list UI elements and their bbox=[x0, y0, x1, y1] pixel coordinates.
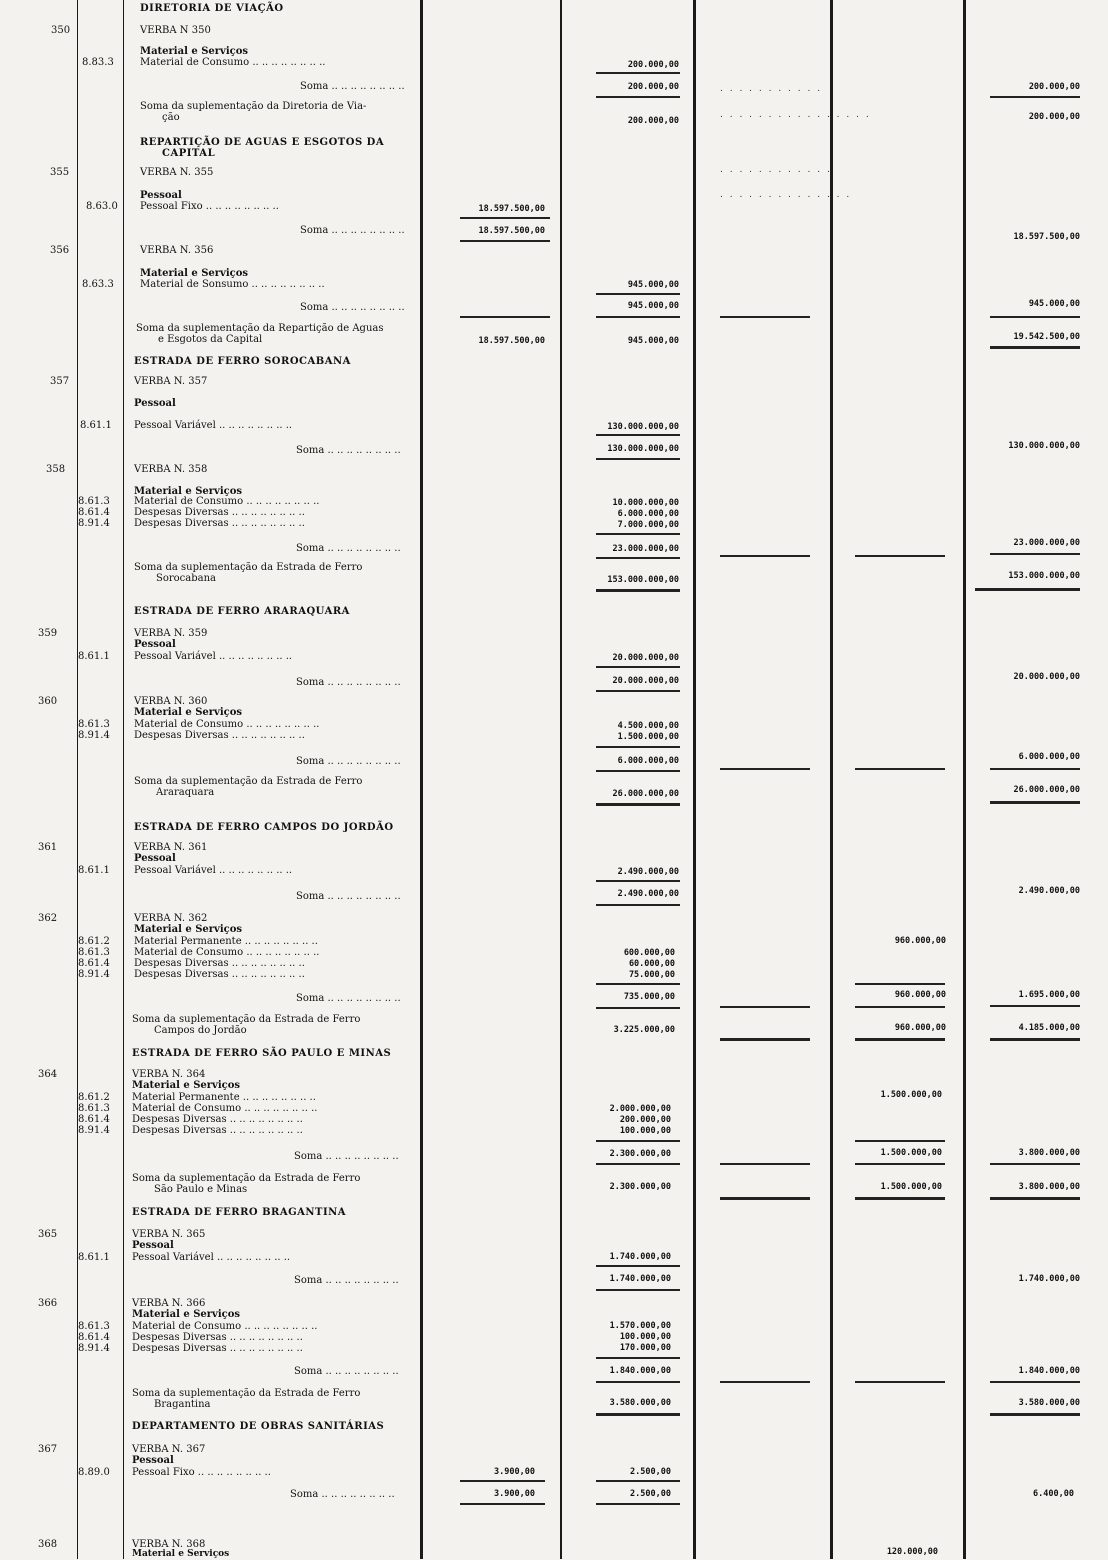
verba-title: VERBA N. 367 bbox=[132, 1444, 206, 1455]
verba-title: VERBA N. 359 bbox=[134, 628, 208, 639]
total-amount: 6.400,00 bbox=[1033, 1489, 1074, 1499]
account-code: 8.61.3 bbox=[78, 719, 110, 730]
group-label: Pessoal bbox=[134, 398, 176, 409]
account-code: 8.61.4 bbox=[78, 1332, 110, 1343]
column-rule bbox=[693, 0, 696, 1559]
sum-rule bbox=[720, 1163, 810, 1165]
suplementacao-label: Soma da suplementação da Estrada de Ferro bbox=[134, 562, 363, 573]
soma-label: Soma .. .. bbox=[300, 302, 405, 313]
section-heading: ESTRADA DE FERRO SÃO PAULO E MINAS bbox=[132, 1048, 392, 1059]
amount: 2.490.000,00 bbox=[617, 889, 679, 899]
line-label: Despesas Diversas .. .. bbox=[132, 1332, 303, 1343]
line-label: Material Permanente .. .. bbox=[132, 1092, 316, 1103]
account-code: 8.61.4 bbox=[78, 1114, 110, 1125]
amount: 130.000.000,00 bbox=[607, 422, 679, 432]
total-amount: 18.597.500,00 bbox=[1013, 232, 1080, 242]
account-code: 8.83.3 bbox=[82, 57, 114, 68]
amount: 170.000,00 bbox=[619, 1343, 671, 1353]
amount: 3.225.000,00 bbox=[613, 1025, 675, 1035]
column-rule bbox=[420, 0, 423, 1559]
verba-number: 364 bbox=[38, 1069, 58, 1080]
column-rule bbox=[123, 0, 124, 1559]
sum-rule bbox=[460, 1503, 545, 1505]
line-label: Material de Sonsumo .. .. bbox=[140, 279, 325, 290]
verba-number: 368 bbox=[38, 1539, 58, 1550]
total-amount: 4.185.000,00 bbox=[1018, 1023, 1080, 1033]
sum-rule bbox=[990, 1005, 1080, 1007]
soma-label: Soma .. .. bbox=[294, 1275, 399, 1286]
line-label: Material Permanente .. .. bbox=[134, 936, 318, 947]
leader-dots: . . . . . . . . . . . . . . . . bbox=[720, 110, 871, 120]
total-amount: 3.580.000,00 bbox=[1018, 1398, 1080, 1408]
amount: 7.000.000,00 bbox=[617, 520, 679, 530]
account-code: 8.63.0 bbox=[86, 201, 118, 212]
verba-title: VERBA N. 362 bbox=[134, 913, 208, 924]
suplementacao-label: Bragantina bbox=[154, 1399, 211, 1410]
suplementacao-label: Soma da suplementação da Estrada de Ferro bbox=[132, 1388, 361, 1399]
amount: 3.900,00 bbox=[494, 1467, 535, 1477]
sum-rule bbox=[855, 1163, 945, 1165]
sum-rule bbox=[720, 1197, 810, 1200]
verba-number: 350 bbox=[51, 25, 71, 36]
section-heading: ESTRADA DE FERRO BRAGANTINA bbox=[132, 1207, 347, 1218]
amount: 3.580.000,00 bbox=[609, 1398, 671, 1408]
group-label: Material e Serviços bbox=[132, 1309, 241, 1320]
line-label: Despesas Diversas .. .. bbox=[132, 1125, 303, 1136]
soma-label: Soma .. .. bbox=[296, 891, 401, 902]
line-label: Material de Consumo .. .. bbox=[134, 947, 319, 958]
amount: 18.597.500,00 bbox=[478, 336, 545, 346]
line-label: Despesas Diversas .. .. bbox=[134, 958, 305, 969]
soma-label: Soma .. .. bbox=[294, 1366, 399, 1377]
total-amount: 945.000,00 bbox=[1028, 299, 1080, 309]
total-amount: 26.000.000,00 bbox=[1013, 785, 1080, 795]
sum-rule bbox=[596, 1289, 680, 1291]
amount: 1.500.000,00 bbox=[880, 1090, 942, 1100]
section-heading: ESTRADA DE FERRO ARARAQUARA bbox=[134, 606, 350, 617]
sum-rule bbox=[596, 1480, 680, 1482]
sum-rule bbox=[855, 1006, 945, 1008]
amount: 100.000,00 bbox=[619, 1332, 671, 1342]
group-label: Pessoal bbox=[132, 1455, 174, 1466]
suplementacao-label: Campos do Jordão bbox=[154, 1025, 247, 1036]
line-label: Pessoal Variável .. .. bbox=[132, 1252, 290, 1263]
amount: 200.000,00 bbox=[627, 60, 679, 70]
line-label: Despesas Diversas .. .. bbox=[134, 730, 305, 741]
total-amount: 200.000,00 bbox=[1028, 82, 1080, 92]
total-amount: 19.542.500,00 bbox=[1013, 332, 1080, 342]
soma-label: Soma .. .. bbox=[300, 81, 405, 92]
line-label: Despesas Diversas .. .. bbox=[132, 1114, 303, 1125]
sum-rule bbox=[990, 316, 1080, 318]
sum-rule bbox=[596, 458, 680, 460]
amount: 945.000,00 bbox=[627, 301, 679, 311]
amount: 20.000.000,00 bbox=[612, 653, 679, 663]
sum-rule bbox=[975, 588, 1080, 591]
verba-title: VERBA N 350 bbox=[140, 25, 211, 36]
soma-label: Soma .. .. bbox=[290, 1489, 395, 1500]
line-label: Despesas Diversas .. .. bbox=[134, 518, 305, 529]
verba-title: VERBA N. 357 bbox=[134, 376, 208, 387]
sum-rule bbox=[596, 666, 680, 668]
account-code: 8.61.2 bbox=[78, 1092, 110, 1103]
sum-rule bbox=[596, 904, 680, 906]
line-label: Pessoal Fixo .. .. bbox=[140, 201, 279, 212]
line-label: Material de Consumo .. .. bbox=[134, 496, 319, 507]
verba-number: 365 bbox=[38, 1229, 58, 1240]
amount: 4.500.000,00 bbox=[617, 721, 679, 731]
amount: 60.000,00 bbox=[628, 959, 675, 969]
amount: 960.000,00 bbox=[894, 990, 946, 1000]
sum-rule bbox=[596, 880, 680, 882]
amount: 2.490.000,00 bbox=[617, 867, 679, 877]
account-code: 8.61.3 bbox=[78, 1321, 110, 1332]
account-code: 8.61.1 bbox=[80, 420, 112, 431]
account-code: 8.61.2 bbox=[78, 936, 110, 947]
section-heading: CAPITAL bbox=[162, 148, 216, 159]
amount: 1.570.000,00 bbox=[609, 1321, 671, 1331]
verba-number: 360 bbox=[38, 696, 58, 707]
sum-rule bbox=[596, 533, 680, 535]
total-amount: 6.000.000,00 bbox=[1018, 752, 1080, 762]
sum-rule bbox=[990, 1197, 1080, 1200]
sum-rule bbox=[990, 1163, 1080, 1165]
group-label: Material e Serviços bbox=[132, 1080, 241, 1091]
amount: 1.740.000,00 bbox=[609, 1274, 671, 1284]
account-code: 8.61.3 bbox=[78, 1103, 110, 1114]
line-label: Pessoal Variável .. .. bbox=[134, 651, 292, 662]
amount: 23.000.000,00 bbox=[612, 544, 679, 554]
amount: 153.000.000,00 bbox=[607, 575, 679, 585]
account-code: 8.91.4 bbox=[78, 969, 110, 980]
leader-dots: . . . . . . . . . . . . bbox=[720, 165, 832, 175]
sum-rule bbox=[990, 96, 1080, 98]
soma-label: Soma .. .. bbox=[296, 445, 401, 456]
suplementacao-label: Soma da suplementação da Diretoria de Via- bbox=[140, 101, 367, 112]
amount: 600.000,00 bbox=[623, 948, 675, 958]
amount: 18.597.500,00 bbox=[478, 226, 545, 236]
total-amount: 153.000.000,00 bbox=[1008, 571, 1080, 581]
amount: 75.000,00 bbox=[628, 970, 675, 980]
group-label: Pessoal bbox=[134, 639, 176, 650]
suplementacao-label: Araraquara bbox=[156, 787, 215, 798]
amount: 120.000,00 bbox=[886, 1547, 938, 1557]
account-code: 8.61.1 bbox=[78, 865, 110, 876]
amount: 960.000,00 bbox=[894, 1023, 946, 1033]
suplementacao-label: Soma da suplementação da Estrada de Ferro bbox=[132, 1014, 361, 1025]
leader-dots: . . . . . . . . . . . . . . bbox=[720, 190, 852, 200]
account-code: 8.61.4 bbox=[78, 507, 110, 518]
account-code: 8.63.3 bbox=[82, 279, 114, 290]
sum-rule bbox=[720, 555, 810, 557]
sum-rule bbox=[855, 1038, 945, 1041]
sum-rule bbox=[596, 293, 680, 295]
amount: 735.000,00 bbox=[623, 992, 675, 1002]
amount: 2.000.000,00 bbox=[609, 1104, 671, 1114]
sum-rule bbox=[596, 1265, 680, 1267]
amount: 945.000,00 bbox=[627, 280, 679, 290]
total-amount: 1.840.000,00 bbox=[1018, 1366, 1080, 1376]
sum-rule bbox=[855, 1140, 945, 1142]
sum-rule bbox=[596, 690, 680, 692]
verba-number: 361 bbox=[38, 842, 58, 853]
line-label: Material de Consumo .. .. bbox=[132, 1321, 317, 1332]
sum-rule bbox=[720, 316, 810, 318]
verba-title: VERBA N. 358 bbox=[134, 464, 208, 475]
account-code: 8.61.3 bbox=[78, 496, 110, 507]
amount: 200.000,00 bbox=[627, 82, 679, 92]
amount: 1.500.000,00 bbox=[880, 1148, 942, 1158]
group-label: Material e Serviços bbox=[140, 268, 249, 279]
sum-rule bbox=[990, 1038, 1080, 1041]
amount: 1.500.000,00 bbox=[617, 732, 679, 742]
suplementacao-label: Soma da suplementação da Estrada de Ferro bbox=[134, 776, 363, 787]
sum-rule bbox=[596, 1140, 680, 1142]
verba-title: VERBA N. 360 bbox=[134, 696, 208, 707]
account-code: 8.91.4 bbox=[78, 518, 110, 529]
verba-number: 359 bbox=[38, 628, 58, 639]
line-label: Despesas Diversas .. .. bbox=[132, 1343, 303, 1354]
sum-rule bbox=[596, 1503, 680, 1505]
amount: 3.900,00 bbox=[494, 1489, 535, 1499]
amount: 1.500.000,00 bbox=[880, 1182, 942, 1192]
account-code: 8.61.3 bbox=[78, 947, 110, 958]
section-heading: ESTRADA DE FERRO SOROCABANA bbox=[134, 356, 351, 367]
sum-rule bbox=[460, 217, 550, 219]
soma-label: Soma .. .. bbox=[296, 677, 401, 688]
soma-label: Soma .. .. bbox=[296, 756, 401, 767]
group-label: Material e Serviços bbox=[140, 46, 249, 57]
account-code: 8.91.4 bbox=[78, 730, 110, 741]
amount: 6.000.000,00 bbox=[617, 756, 679, 766]
amount: 200.000,00 bbox=[619, 1115, 671, 1125]
sum-rule bbox=[990, 553, 1080, 555]
line-label: Pessoal Fixo .. .. bbox=[132, 1467, 271, 1478]
sum-rule bbox=[596, 1357, 680, 1359]
verba-title: VERBA N. 365 bbox=[132, 1229, 206, 1240]
sum-rule bbox=[596, 589, 680, 592]
sum-rule bbox=[720, 1381, 810, 1383]
account-code: 8.89.0 bbox=[78, 1467, 110, 1478]
suplementacao-label: São Paulo e Minas bbox=[154, 1184, 248, 1195]
suplementacao-label: Soma da suplementação da Estrada de Ferro bbox=[132, 1173, 361, 1184]
amount: 130.000.000,00 bbox=[607, 444, 679, 454]
sum-rule bbox=[855, 555, 945, 557]
sum-rule bbox=[720, 1006, 810, 1008]
account-code: 8.91.4 bbox=[78, 1343, 110, 1354]
amount: 2.500,00 bbox=[630, 1489, 671, 1499]
account-code: 8.91.4 bbox=[78, 1125, 110, 1136]
group-label: Material e Serviços bbox=[134, 486, 243, 497]
verba-number: 355 bbox=[50, 167, 70, 178]
line-label: Despesas Diversas .. .. bbox=[134, 969, 305, 980]
amount: 1.740.000,00 bbox=[609, 1252, 671, 1262]
group-label: Material e Serviços bbox=[134, 924, 243, 935]
suplementacao-label: ção bbox=[162, 112, 180, 123]
sum-rule bbox=[596, 746, 680, 748]
amount: 2.500,00 bbox=[630, 1467, 671, 1477]
group-label: Pessoal bbox=[140, 190, 182, 201]
group-label: Pessoal bbox=[134, 853, 176, 864]
account-code: 8.61.1 bbox=[78, 651, 110, 662]
sum-rule bbox=[460, 240, 550, 242]
sum-rule bbox=[596, 1413, 680, 1416]
total-amount: 3.800.000,00 bbox=[1018, 1182, 1080, 1192]
column-rule bbox=[830, 0, 833, 1559]
sum-rule bbox=[596, 96, 680, 98]
sum-rule bbox=[596, 434, 680, 436]
line-label: Material de Consumo .. .. bbox=[140, 57, 325, 68]
sum-rule bbox=[460, 316, 550, 318]
sum-rule bbox=[990, 801, 1080, 804]
soma-label: Soma .. .. bbox=[296, 993, 401, 1004]
line-label: Despesas Diversas .. .. bbox=[134, 507, 305, 518]
soma-label: Soma .. .. bbox=[294, 1151, 399, 1162]
sum-rule bbox=[990, 346, 1080, 349]
amount: 26.000.000,00 bbox=[612, 789, 679, 799]
verba-number: 358 bbox=[46, 464, 66, 475]
verba-number: 356 bbox=[50, 245, 70, 256]
verba-title: VERBA N. 366 bbox=[132, 1298, 206, 1309]
sum-rule bbox=[720, 1038, 810, 1041]
sum-rule bbox=[990, 1381, 1080, 1383]
verba-title: VERBA N. 355 bbox=[140, 167, 214, 178]
amount: 945.000,00 bbox=[627, 336, 679, 346]
section-heading: DIRETORIA DE VIAÇÃO bbox=[140, 3, 284, 14]
sum-rule bbox=[720, 768, 810, 770]
total-amount: 3.800.000,00 bbox=[1018, 1148, 1080, 1158]
verba-title: VERBA N. 356 bbox=[140, 245, 214, 256]
amount: 10.000.000,00 bbox=[612, 498, 679, 508]
sum-rule bbox=[855, 983, 945, 985]
verba-number: 367 bbox=[38, 1444, 58, 1455]
total-amount: 1.740.000,00 bbox=[1018, 1274, 1080, 1284]
sum-rule bbox=[855, 768, 945, 770]
suplementacao-label: e Esgotos da Capital bbox=[158, 334, 263, 345]
line-label: Pessoal Variável .. .. bbox=[134, 865, 292, 876]
sum-rule bbox=[596, 770, 680, 772]
amount: 2.300.000,00 bbox=[609, 1182, 671, 1192]
total-amount: 20.000.000,00 bbox=[1013, 672, 1080, 682]
amount: 960.000,00 bbox=[894, 936, 946, 946]
total-amount: 23.000.000,00 bbox=[1013, 538, 1080, 548]
sum-rule bbox=[596, 803, 680, 806]
leader-dots: . . . . . . . . . . . bbox=[720, 84, 823, 94]
verba-title: VERBA N. 368 bbox=[132, 1539, 206, 1550]
total-amount: 1.695.000,00 bbox=[1018, 990, 1080, 1000]
section-heading: REPARTIÇÃO DE AGUAS E ESGOTOS DA bbox=[140, 137, 385, 148]
line-label: Material de Consumo .. .. bbox=[132, 1103, 317, 1114]
group-label: Material e Serviços bbox=[132, 1549, 230, 1559]
verba-number: 357 bbox=[50, 376, 70, 387]
verba-number: 366 bbox=[38, 1298, 58, 1309]
total-amount: 200.000,00 bbox=[1028, 112, 1080, 122]
group-label: Pessoal bbox=[132, 1240, 174, 1251]
suplementacao-label: Soma da suplementação da Repartição de Aguas bbox=[136, 323, 384, 334]
account-code: 8.61.4 bbox=[78, 958, 110, 969]
total-amount: 130.000.000,00 bbox=[1008, 441, 1080, 451]
sum-rule bbox=[990, 1413, 1080, 1416]
verba-title: VERBA N. 361 bbox=[134, 842, 208, 853]
amount: 20.000.000,00 bbox=[612, 676, 679, 686]
sum-rule bbox=[855, 1381, 945, 1383]
sum-rule bbox=[596, 1163, 680, 1165]
sum-rule bbox=[596, 316, 680, 318]
sum-rule bbox=[596, 983, 680, 985]
soma-label: Soma .. .. bbox=[296, 543, 401, 554]
section-heading: DEPARTAMENTO DE OBRAS SANITÁRIAS bbox=[132, 1421, 385, 1432]
amount: 200.000,00 bbox=[627, 116, 679, 126]
account-code: 8.61.1 bbox=[78, 1252, 110, 1263]
suplementacao-label: Sorocabana bbox=[156, 573, 216, 584]
sum-rule bbox=[855, 1197, 945, 1200]
sum-rule bbox=[596, 72, 680, 74]
group-label: Material e Serviços bbox=[134, 707, 243, 718]
verba-number: 362 bbox=[38, 913, 58, 924]
sum-rule bbox=[460, 1480, 545, 1482]
section-heading: ESTRADA DE FERRO CAMPOS DO JORDÃO bbox=[134, 822, 394, 833]
sum-rule bbox=[596, 557, 680, 559]
line-label: Pessoal Variável .. .. bbox=[134, 420, 292, 431]
amount: 100.000,00 bbox=[619, 1126, 671, 1136]
amount: 1.840.000,00 bbox=[609, 1366, 671, 1376]
sum-rule bbox=[596, 1007, 680, 1009]
amount: 2.300.000,00 bbox=[609, 1149, 671, 1159]
verba-title: VERBA N. 364 bbox=[132, 1069, 206, 1080]
amount: 6.000.000,00 bbox=[617, 509, 679, 519]
soma-label: Soma .. .. bbox=[300, 225, 405, 236]
total-amount: 2.490.000,00 bbox=[1018, 886, 1080, 896]
sum-rule bbox=[990, 768, 1080, 770]
line-label: Material de Consumo .. .. bbox=[134, 719, 319, 730]
sum-rule bbox=[596, 1381, 680, 1383]
amount: 18.597.500,00 bbox=[478, 204, 545, 214]
